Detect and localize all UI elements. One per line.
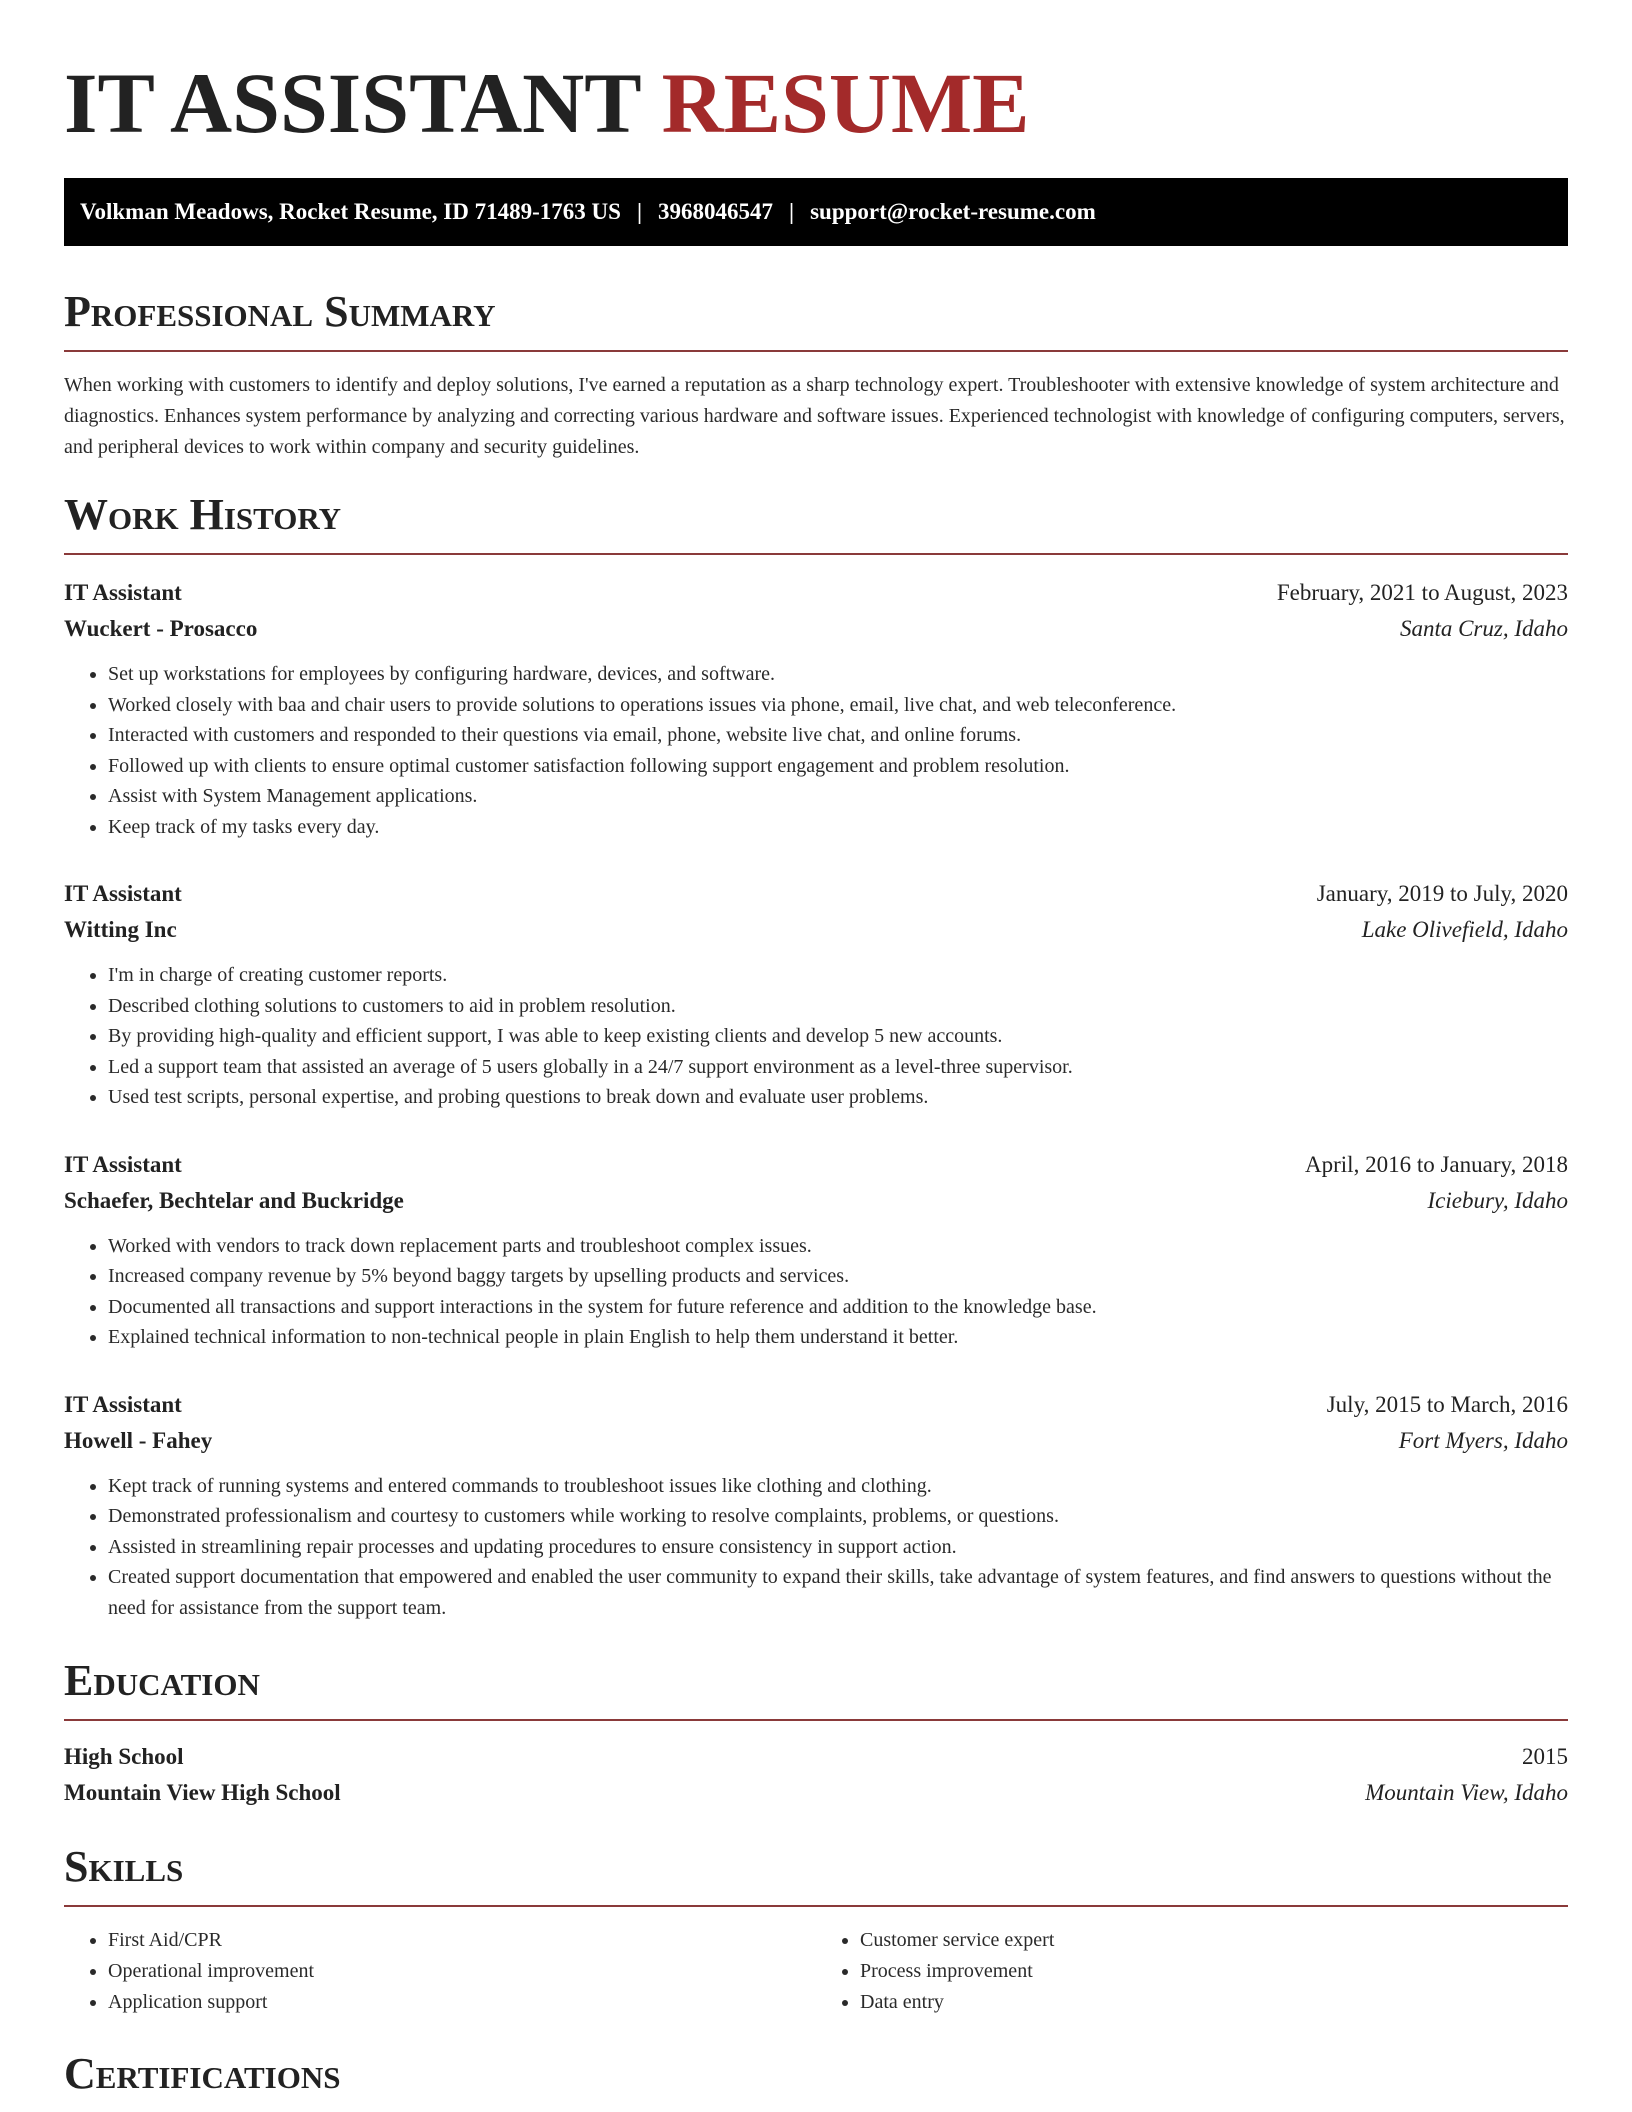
job-bullets xyxy=(64,1231,1568,1353)
job-bullet: • Kept track of running systems and entered commands to troubleshoot issues like clothing and clothing. xyxy=(108,1471,1568,1502)
job-bullet: • Worked with vendors to track down replacement parts and troubleshoot complex issues. xyxy=(108,1231,1568,1262)
contact-address: Volkman Meadows, Rocket Resume, ID 71489-1763 US xyxy=(80,199,621,224)
skills-heading: Skills xyxy=(64,1842,184,1891)
job-bullet: • Documented all transactions and support interactions in the system for future reference and addition to the knowledge base. xyxy=(108,1292,1568,1323)
summary-text: When working with customers to identify and deploy solutions, I've earned a reputation as a sharp technology expert. Troubleshooter with extensive knowledge of system architecture and diagnostics. Enhances system performance by analyzing and correcting various hardware and software issues. Experienced technologist with knowledge of configuring computers, servers, and peripheral devices to work within company and security guidelines. xyxy=(64,374,1565,458)
job-location: Lake Olivefield, Idaho xyxy=(1361,917,1568,942)
job-header-row xyxy=(64,1147,1568,1183)
job-bullet: • Created support documentation that empowered and enabled the user community to expand their skills, take advantage of system features, and find answers to questions without the need for assistance from the support team. xyxy=(108,1562,1568,1623)
resume-title xyxy=(64,52,1568,151)
job-bullet: • Interacted with customers and responded to their questions via email, phone, website live chat, and online forums. xyxy=(108,720,1568,751)
job-company: Schaefer, Bechtelar and Buckridge xyxy=(64,1187,404,1213)
job-company-row xyxy=(64,611,1568,647)
job-bullets xyxy=(64,960,1568,1113)
education-school: Mountain View High School xyxy=(64,1780,341,1805)
job-title: IT Assistant xyxy=(64,580,182,605)
job-location: Fort Myers, Idaho xyxy=(1398,1427,1568,1453)
education-section xyxy=(64,1656,1568,1811)
job-bullet: • Assist with System Management applications. xyxy=(108,781,1568,812)
job-bullet: • Assisted in streamlining repair processes and updating procedures to ensure consistency in support action. xyxy=(108,1532,1568,1563)
education-school-row xyxy=(64,1775,1568,1811)
job-bullet: • Demonstrated professionalism and courtesy to customers while working to resolve complaints, problems, or questions. xyxy=(108,1501,1568,1532)
contact-email: support@rocket-resume.com xyxy=(810,199,1096,224)
job-bullet: • Followed up with clients to ensure optimal customer satisfaction following support engagement and problem resolution. xyxy=(108,751,1568,782)
job-entry xyxy=(64,876,1568,1113)
education-year: 2015 xyxy=(1522,1744,1568,1769)
job-company-row xyxy=(64,912,1568,948)
section-divider xyxy=(64,553,1568,555)
job-title: IT Assistant xyxy=(64,881,182,906)
job-header-row xyxy=(64,575,1568,611)
job-company: Wuckert - Prosacco xyxy=(64,616,258,641)
job-bullet: • Used test scripts, personal expertise, and probing questions to break down and evaluate user problems. xyxy=(108,1082,1568,1113)
job-company-row xyxy=(64,1423,1568,1459)
education-heading: Education xyxy=(64,1656,260,1705)
skills-grid xyxy=(64,1925,1568,2018)
job-company-row xyxy=(64,1183,1568,1219)
contact-phone: 3968046547 xyxy=(658,199,774,224)
job-location: Iciebury, Idaho xyxy=(1427,1187,1568,1213)
job-entry xyxy=(64,575,1568,842)
skills-column-right xyxy=(816,1925,1568,2018)
job-bullets xyxy=(64,1471,1568,1624)
job-entry xyxy=(64,1147,1568,1353)
job-bullet: • Increased company revenue by 5% beyond baggy targets by upselling products and services. xyxy=(108,1261,1568,1292)
education-header-row xyxy=(64,1739,1568,1775)
skill-item: • Operational improvement xyxy=(108,1956,816,1987)
skill-item: • Application support xyxy=(108,1987,816,2018)
section-divider xyxy=(64,1719,1568,1721)
contact-separator: | xyxy=(789,199,795,224)
job-bullet: • Described clothing solutions to customers to aid in problem resolution. xyxy=(108,991,1568,1022)
job-location: Santa Cruz, Idaho xyxy=(1399,616,1568,641)
job-bullets xyxy=(64,659,1568,842)
skill-item: • Process improvement xyxy=(860,1956,1568,1987)
job-bullet: • Keep track of my tasks every day. xyxy=(108,812,1568,843)
job-company: Howell - Fahey xyxy=(64,1427,213,1453)
job-bullet: • Set up workstations for employees by configuring hardware, devices, and software. xyxy=(108,659,1568,690)
job-dates: April, 2016 to January, 2018 xyxy=(1305,1151,1568,1177)
contact-bar xyxy=(64,178,1568,246)
job-bullet: • By providing high-quality and efficient support, I was able to keep existing clients and develop 5 new accounts. xyxy=(108,1021,1568,1052)
title-accent: RESUME xyxy=(661,55,1030,151)
job-title: IT Assistant xyxy=(64,1391,182,1417)
work-history-heading: Work History xyxy=(64,490,342,539)
skill-item: • First Aid/CPR xyxy=(108,1925,816,1956)
education-entry xyxy=(64,1739,1568,1811)
summary-section xyxy=(64,287,1568,463)
job-dates: July, 2015 to March, 2016 xyxy=(1326,1391,1568,1417)
section-divider xyxy=(64,350,1568,352)
skills-column-left xyxy=(64,1925,816,2018)
job-company: Witting Inc xyxy=(64,917,177,942)
job-entry xyxy=(64,1387,1568,1624)
education-degree: High School xyxy=(64,1744,184,1769)
job-dates: January, 2019 to July, 2020 xyxy=(1316,881,1568,906)
contact-separator: | xyxy=(636,199,643,224)
summary-heading: Professional Summary xyxy=(64,287,496,336)
job-title: IT Assistant xyxy=(64,1151,182,1177)
job-bullet: • Led a support team that assisted an average of 5 users globally in a 24/7 support environment as a level-three supervisor. xyxy=(108,1052,1568,1083)
job-bullet: • I'm in charge of creating customer reports. xyxy=(108,960,1568,991)
job-bullet: • Worked closely with baa and chair users to provide solutions to operations issues via phone, email, live chat, and web teleconference. xyxy=(108,690,1568,721)
work-history-section xyxy=(64,490,1568,1623)
skill-item: • Data entry xyxy=(860,1987,1568,2018)
skill-item: • Customer service expert xyxy=(860,1925,1568,1956)
title-main: IT ASSISTANT xyxy=(64,55,641,151)
job-header-row xyxy=(64,1387,1568,1423)
education-location: Mountain View, Idaho xyxy=(1365,1780,1568,1805)
job-bullet: • Explained technical information to non-technical people in plain English to help them understand it better. xyxy=(108,1322,1568,1353)
section-divider xyxy=(64,1905,1568,1907)
certifications-heading: Certifications xyxy=(64,2049,341,2098)
certifications-section xyxy=(64,2049,1568,2098)
skills-section xyxy=(64,1842,1568,2018)
job-header-row xyxy=(64,876,1568,912)
job-dates: February, 2021 to August, 2023 xyxy=(1276,580,1568,605)
